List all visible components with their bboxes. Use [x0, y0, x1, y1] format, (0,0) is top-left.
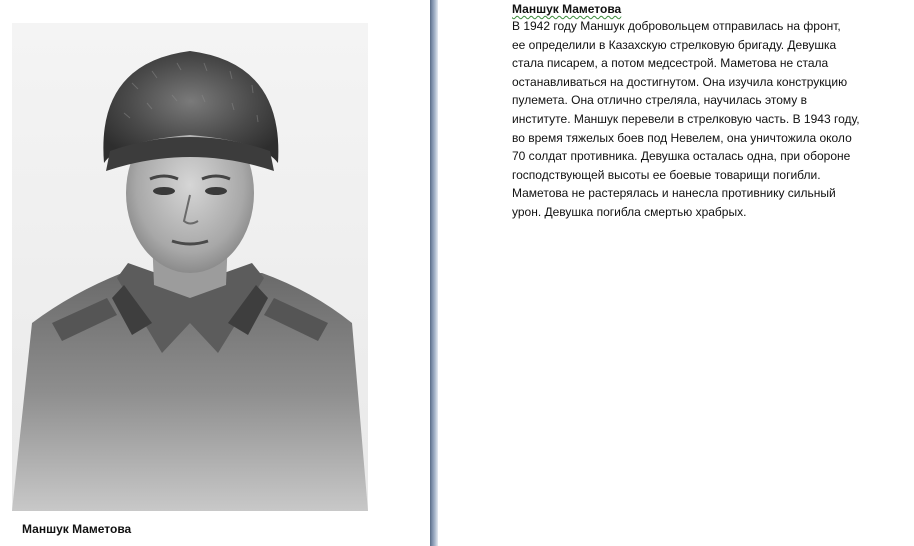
article-body	[512, 17, 908, 222]
left-page	[0, 0, 430, 546]
body-line: В 1942 году Маншук добровольцем отправилась на фронт,	[512, 19, 841, 33]
body-line: урон. Девушка погибла смертью храбрых.	[512, 204, 747, 219]
photo-caption: Маншук Маметова	[22, 522, 132, 536]
body-line: во время тяжелых боев под Невелем, она уничтожила около	[512, 130, 852, 145]
body-line: останавливаться на достигнутом. Она изучила конструкцию	[512, 74, 848, 89]
body-line: господствующей высоты ее боевые товарищи погибли.	[512, 167, 821, 182]
body-line: пулемета. Она отлично стреляла, научилась этому в	[512, 93, 808, 108]
body-line: 70 солдат противника. Девушка осталась одна, при обороне	[512, 149, 851, 164]
right-page	[438, 0, 914, 546]
portrait-photo	[12, 23, 368, 511]
body-line: Маметова не растерялась и нанесла противнику сильный	[512, 186, 836, 201]
article-title-text: Маншук Маметова	[512, 2, 622, 16]
body-line: институте. Маншук перевели в стрелковую часть. В 1943 году,	[512, 111, 860, 126]
article-title	[512, 0, 621, 18]
page-gutter-divider	[430, 0, 438, 546]
body-line: стала писарем, а потом медсестрой. Маметова не стала	[512, 56, 829, 71]
body-line: ее определили в Казахскую стрелковую бригаду. Девушка	[512, 37, 837, 52]
